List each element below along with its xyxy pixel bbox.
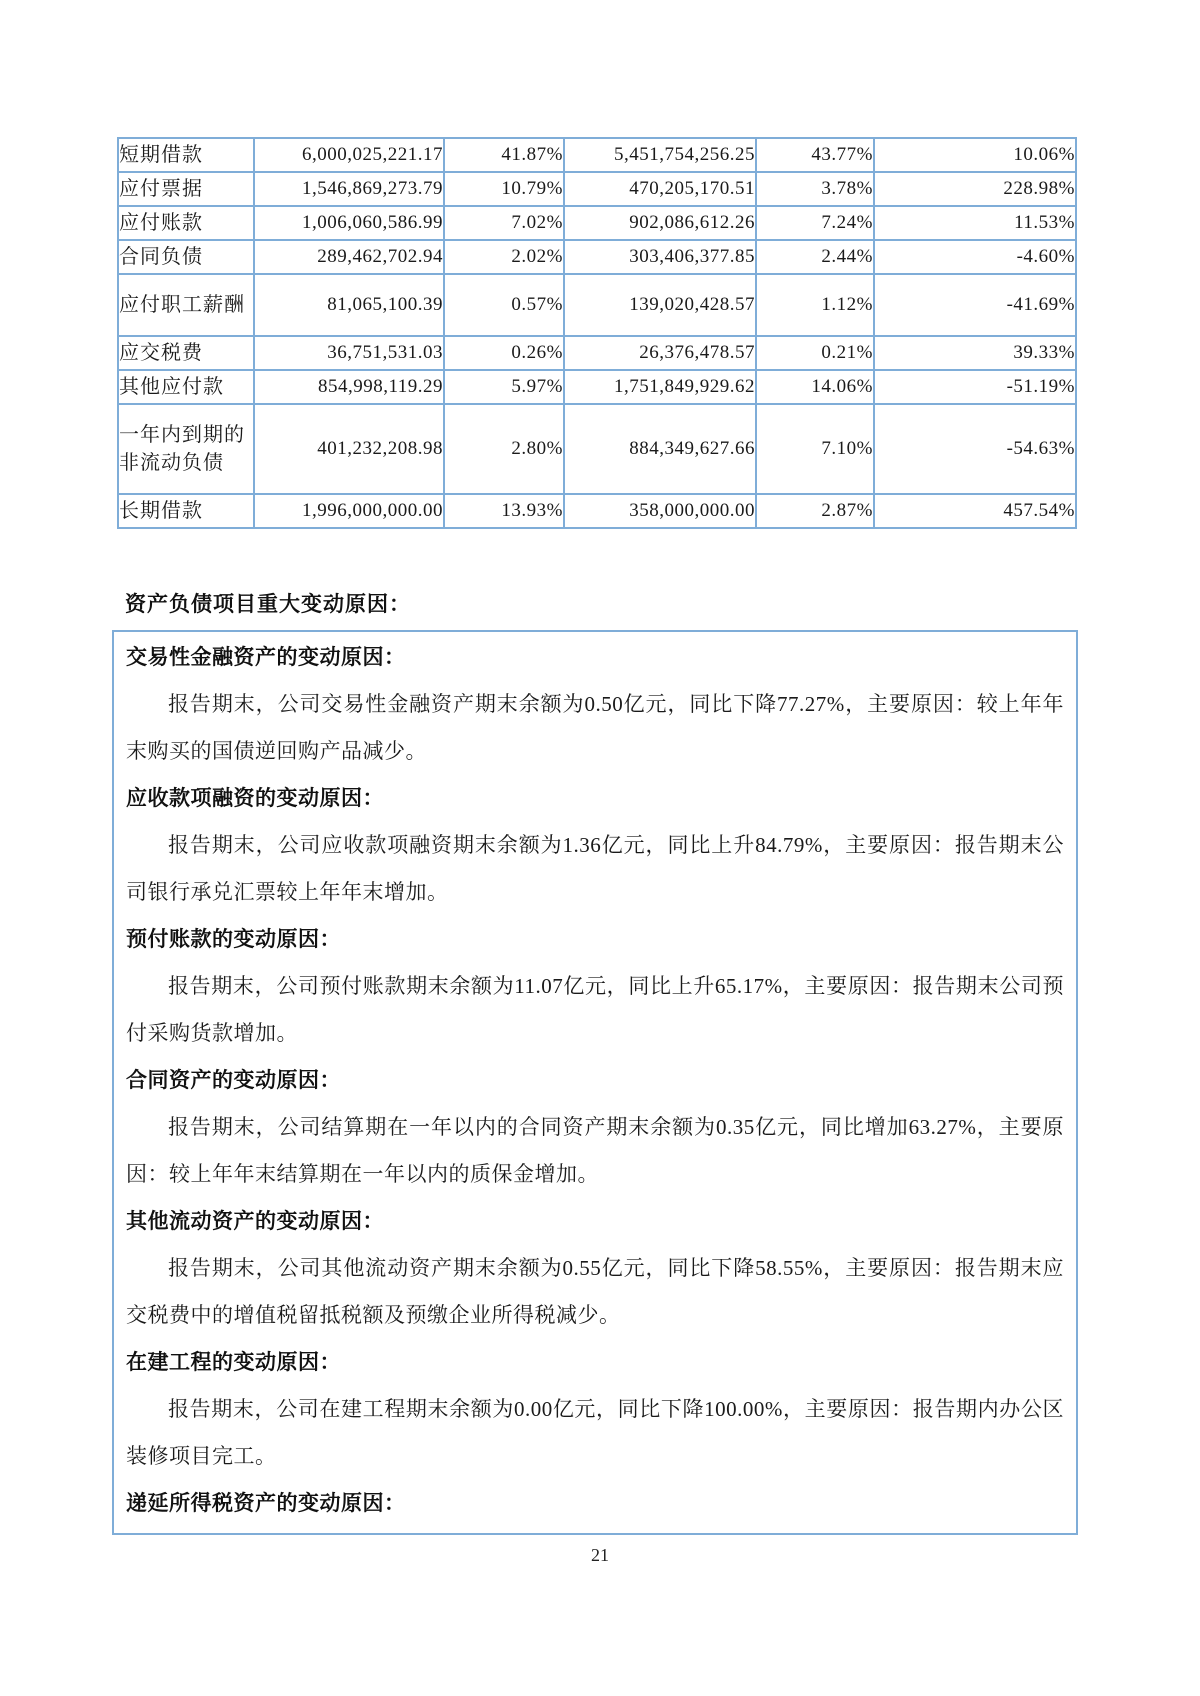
amount-current-cell: 6,000,025,221.17 <box>254 138 444 172</box>
change-cell: 11.53% <box>874 206 1076 240</box>
reason-body: 报告期末，公司预付账款期末余额为11.07亿元，同比上升65.17%，主要原因：报告期末公司预付采购货款增加。 <box>126 974 1064 1045</box>
row-label: 长期借款 <box>118 494 254 528</box>
table-row <box>118 240 1076 274</box>
change-reasons-box <box>112 630 1078 1535</box>
change-cell: -54.63% <box>874 404 1076 494</box>
row-label: 应付票据 <box>118 172 254 206</box>
table-row <box>118 206 1076 240</box>
change-cell: -4.60% <box>874 240 1076 274</box>
table-row <box>118 138 1076 172</box>
pct-current-cell: 13.93% <box>444 494 564 528</box>
amount-current-cell: 1,006,060,586.99 <box>254 206 444 240</box>
change-cell: 10.06% <box>874 138 1076 172</box>
change-cell: 39.33% <box>874 336 1076 370</box>
section-heading: 资产负债项目重大变动原因： <box>125 592 411 616</box>
pct-prior-cell: 3.78% <box>756 172 874 206</box>
reason-body: 报告期末，公司结算期在一年以内的合同资产期末余额为0.35亿元，同比增加63.27%，主要原因：较上年年末结算期在一年以内的质保金增加。 <box>126 1115 1064 1186</box>
reason-title: 递延所得税资产的变动原因： <box>126 1491 406 1515</box>
table-row <box>118 172 1076 206</box>
amount-prior-cell: 139,020,428.57 <box>564 274 756 336</box>
amount-current-cell: 36,751,531.03 <box>254 336 444 370</box>
pct-current-cell: 2.02% <box>444 240 564 274</box>
reason-section <box>126 1480 1064 1527</box>
row-label: 应付账款 <box>118 206 254 240</box>
pct-prior-cell: 0.21% <box>756 336 874 370</box>
reason-body: 报告期末，公司交易性金融资产期末余额为0.50亿元，同比下降77.27%，主要原因：较上年年末购买的国债逆回购产品减少。 <box>126 692 1064 763</box>
reason-body: 报告期末，公司在建工程期末余额为0.00亿元，同比下降100.00%，主要原因：报告期内办公区装修项目完工。 <box>126 1397 1064 1468</box>
pct-prior-cell: 14.06% <box>756 370 874 404</box>
row-label: 短期借款 <box>118 138 254 172</box>
reason-body: 报告期末，公司其他流动资产期末余额为0.55亿元，同比下降58.55%，主要原因：报告期末应交税费中的增值税留抵税额及预缴企业所得税减少。 <box>126 1256 1064 1327</box>
row-label: 一年内到期的非流动负债 <box>118 404 254 494</box>
amount-prior-cell: 902,086,612.26 <box>564 206 756 240</box>
amount-current-cell: 401,232,208.98 <box>254 404 444 494</box>
pct-prior-cell: 43.77% <box>756 138 874 172</box>
reason-section <box>126 916 1064 1057</box>
amount-prior-cell: 303,406,377.85 <box>564 240 756 274</box>
pct-current-cell: 41.87% <box>444 138 564 172</box>
row-label: 合同负债 <box>118 240 254 274</box>
amount-current-cell: 1,996,000,000.00 <box>254 494 444 528</box>
amount-current-cell: 81,065,100.39 <box>254 274 444 336</box>
change-cell: 228.98% <box>874 172 1076 206</box>
pct-current-cell: 0.57% <box>444 274 564 336</box>
row-label: 其他应付款 <box>118 370 254 404</box>
amount-current-cell: 289,462,702.94 <box>254 240 444 274</box>
pct-prior-cell: 1.12% <box>756 274 874 336</box>
table-row <box>118 370 1076 404</box>
amount-prior-cell: 358,000,000.00 <box>564 494 756 528</box>
reason-section <box>126 1339 1064 1480</box>
pct-current-cell: 5.97% <box>444 370 564 404</box>
reason-section <box>126 634 1064 775</box>
pct-prior-cell: 2.44% <box>756 240 874 274</box>
row-label: 应交税费 <box>118 336 254 370</box>
reason-section <box>126 1198 1064 1339</box>
row-label: 应付职工薪酬 <box>118 274 254 336</box>
reason-title: 交易性金融资产的变动原因： <box>126 645 406 669</box>
amount-current-cell: 854,998,119.29 <box>254 370 444 404</box>
table-row <box>118 336 1076 370</box>
pct-prior-cell: 7.24% <box>756 206 874 240</box>
reason-section <box>126 1057 1064 1198</box>
reason-title: 合同资产的变动原因： <box>126 1068 341 1092</box>
reason-title: 应收款项融资的变动原因： <box>126 786 384 810</box>
change-cell: -51.19% <box>874 370 1076 404</box>
page-number: 21 <box>591 1545 609 1565</box>
table-row <box>118 274 1076 336</box>
pct-prior-cell: 2.87% <box>756 494 874 528</box>
amount-prior-cell: 26,376,478.57 <box>564 336 756 370</box>
table-row <box>118 404 1076 494</box>
pct-current-cell: 0.26% <box>444 336 564 370</box>
change-cell: 457.54% <box>874 494 1076 528</box>
pct-prior-cell: 7.10% <box>756 404 874 494</box>
reason-title: 在建工程的变动原因： <box>126 1350 341 1374</box>
liabilities-table <box>117 137 1075 529</box>
amount-prior-cell: 1,751,849,929.62 <box>564 370 756 404</box>
pct-current-cell: 10.79% <box>444 172 564 206</box>
amount-prior-cell: 884,349,627.66 <box>564 404 756 494</box>
table-row <box>118 494 1076 528</box>
reason-title: 其他流动资产的变动原因： <box>126 1209 384 1233</box>
reason-body: 报告期末，公司应收款项融资期末余额为1.36亿元，同比上升84.79%，主要原因：报告期末公司银行承兑汇票较上年年末增加。 <box>126 833 1064 904</box>
amount-prior-cell: 470,205,170.51 <box>564 172 756 206</box>
reason-title: 预付账款的变动原因： <box>126 927 341 951</box>
change-cell: -41.69% <box>874 274 1076 336</box>
amount-current-cell: 1,546,869,273.79 <box>254 172 444 206</box>
amount-prior-cell: 5,451,754,256.25 <box>564 138 756 172</box>
reason-section <box>126 775 1064 916</box>
pct-current-cell: 7.02% <box>444 206 564 240</box>
pct-current-cell: 2.80% <box>444 404 564 494</box>
